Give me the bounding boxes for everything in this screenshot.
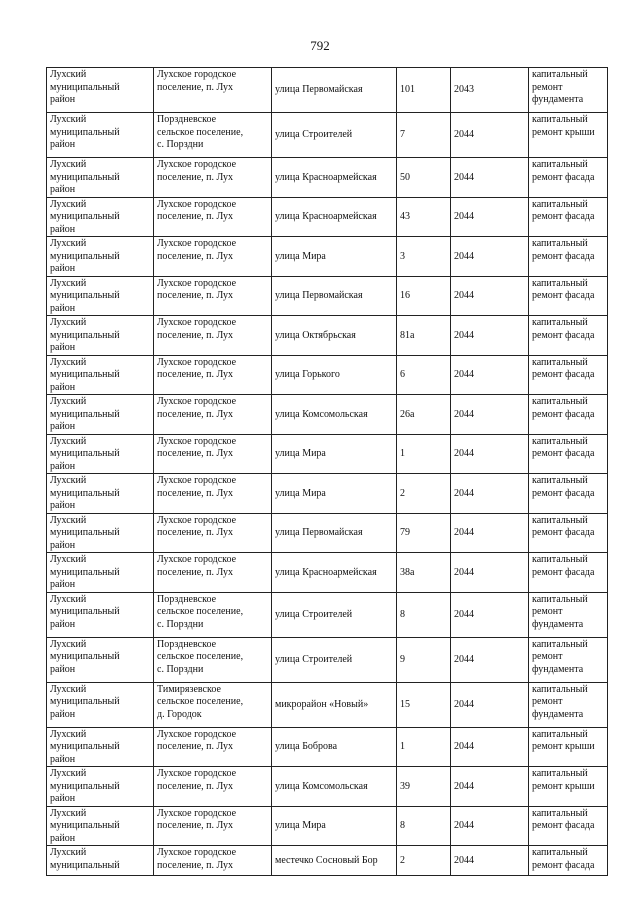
year-cell: 2044 (451, 197, 529, 237)
year-cell: 2044 (451, 113, 529, 158)
district-cell: Лухский муниципальный район (47, 395, 154, 435)
page-number: 792 (310, 38, 330, 53)
district-cell: Лухский муниципальный район (47, 727, 154, 767)
street-cell: улица Горького (272, 355, 397, 395)
settlement-cell: Лухское городское поселение, п. Лух (154, 395, 272, 435)
district-cell: Лухский муниципальный район (47, 276, 154, 316)
house-number-cell: 2 (397, 846, 451, 876)
street-cell: улица Мира (272, 434, 397, 474)
year-cell: 2044 (451, 682, 529, 727)
district-cell: Лухский муниципальный район (47, 767, 154, 807)
district-cell: Лухский муниципальный район (47, 513, 154, 553)
house-number-cell: 79 (397, 513, 451, 553)
year-cell: 2043 (451, 68, 529, 113)
year-cell: 2044 (451, 276, 529, 316)
street-cell: улица Мира (272, 237, 397, 277)
work-type-cell: капитальный ремонт фасада (529, 434, 608, 474)
settlement-cell: Лухское городское поселение, п. Лух (154, 727, 272, 767)
work-type-cell: капитальный ремонт фасада (529, 276, 608, 316)
year-cell: 2044 (451, 637, 529, 682)
street-cell: улица Мира (272, 806, 397, 846)
table-row (47, 276, 608, 316)
district-cell: Лухский муниципальный район (47, 592, 154, 637)
settlement-cell: Лухское городское поселение, п. Лух (154, 434, 272, 474)
settlement-cell: Порздневское сельское поселение, с. Порздни (154, 637, 272, 682)
work-type-cell: капитальный ремонт фасада (529, 513, 608, 553)
settlement-cell: Лухское городское поселение, п. Лух (154, 158, 272, 198)
year-cell: 2044 (451, 237, 529, 277)
district-cell: Лухский муниципальный район (47, 316, 154, 356)
house-number-cell: 8 (397, 806, 451, 846)
year-cell: 2044 (451, 806, 529, 846)
district-cell: Лухский муниципальный район (47, 197, 154, 237)
district-cell: Лухский муниципальный (47, 846, 154, 876)
settlement-cell: Лухское городское поселение, п. Лух (154, 767, 272, 807)
street-cell: улица Строителей (272, 113, 397, 158)
house-number-cell: 101 (397, 68, 451, 113)
table-row (47, 637, 608, 682)
year-cell: 2044 (451, 355, 529, 395)
district-cell: Лухский муниципальный район (47, 682, 154, 727)
work-type-cell: капитальный ремонт фасада (529, 158, 608, 198)
table-row (47, 355, 608, 395)
street-cell: улица Строителей (272, 637, 397, 682)
house-number-cell: 8 (397, 592, 451, 637)
house-number-cell: 16 (397, 276, 451, 316)
district-cell: Лухский муниципальный район (47, 355, 154, 395)
work-type-cell: капитальный ремонт фасада (529, 197, 608, 237)
work-type-cell: капитальный ремонт фасада (529, 395, 608, 435)
table-row (47, 197, 608, 237)
house-number-cell: 1 (397, 434, 451, 474)
settlement-cell: Лухское городское поселение, п. Лух (154, 197, 272, 237)
settlement-cell: Лухское городское поселение, п. Лух (154, 474, 272, 514)
year-cell: 2044 (451, 434, 529, 474)
street-cell: улица Красноармейская (272, 197, 397, 237)
settlement-cell: Лухское городское поселение, п. Лух (154, 806, 272, 846)
table-row (47, 434, 608, 474)
district-cell: Лухский муниципальный район (47, 68, 154, 113)
house-number-cell: 9 (397, 637, 451, 682)
settlement-cell: Лухское городское поселение, п. Лух (154, 513, 272, 553)
work-type-cell: капитальный ремонт фасада (529, 806, 608, 846)
house-number-cell: 7 (397, 113, 451, 158)
year-cell: 2044 (451, 553, 529, 593)
table-row (47, 395, 608, 435)
settlement-cell: Тимирязевское сельское поселение, д. Городок (154, 682, 272, 727)
year-cell: 2044 (451, 846, 529, 876)
district-cell: Лухский муниципальный район (47, 237, 154, 277)
year-cell: 2044 (451, 592, 529, 637)
street-cell: местечко Сосновый Бор (272, 846, 397, 876)
year-cell: 2044 (451, 474, 529, 514)
table-row (47, 113, 608, 158)
table-row (47, 158, 608, 198)
house-number-cell: 6 (397, 355, 451, 395)
district-cell: Лухский муниципальный район (47, 637, 154, 682)
district-cell: Лухский муниципальный район (47, 806, 154, 846)
street-cell: микрорайон «Новый» (272, 682, 397, 727)
work-type-cell: капитальный ремонт фасада (529, 355, 608, 395)
house-number-cell: 26а (397, 395, 451, 435)
year-cell: 2044 (451, 513, 529, 553)
work-type-cell: капитальный ремонт фундамента (529, 637, 608, 682)
house-number-cell: 43 (397, 197, 451, 237)
work-type-cell: капитальный ремонт крыши (529, 767, 608, 807)
table-row (47, 682, 608, 727)
street-cell: улица Строителей (272, 592, 397, 637)
house-number-cell: 81а (397, 316, 451, 356)
table-row (47, 316, 608, 356)
settlement-cell: Лухское городское поселение, п. Лух (154, 316, 272, 356)
year-cell: 2044 (451, 158, 529, 198)
table-row (47, 767, 608, 807)
table-row (47, 846, 608, 876)
year-cell: 2044 (451, 767, 529, 807)
house-number-cell: 2 (397, 474, 451, 514)
table-row (47, 237, 608, 277)
work-type-cell: капитальный ремонт фасада (529, 553, 608, 593)
settlement-cell: Лухское городское поселение, п. Лух (154, 553, 272, 593)
year-cell: 2044 (451, 395, 529, 435)
work-type-cell: капитальный ремонт крыши (529, 727, 608, 767)
work-type-cell: капитальный ремонт фундамента (529, 682, 608, 727)
work-type-cell: капитальный ремонт фундамента (529, 592, 608, 637)
table-row (47, 474, 608, 514)
table-row (47, 553, 608, 593)
work-type-cell: капитальный ремонт фасада (529, 846, 608, 876)
settlement-cell: Лухское городское поселение, п. Лух (154, 276, 272, 316)
street-cell: улица Боброва (272, 727, 397, 767)
district-cell: Лухский муниципальный район (47, 434, 154, 474)
street-cell: улица Мира (272, 474, 397, 514)
district-cell: Лухский муниципальный район (47, 474, 154, 514)
street-cell: улица Первомайская (272, 276, 397, 316)
settlement-cell: Порздневское сельское поселение, с. Порздни (154, 592, 272, 637)
work-type-cell: капитальный ремонт фасада (529, 237, 608, 277)
work-type-cell: капитальный ремонт фасада (529, 316, 608, 356)
house-number-cell: 1 (397, 727, 451, 767)
settlement-cell: Лухское городское поселение, п. Лух (154, 68, 272, 113)
district-cell: Лухский муниципальный район (47, 553, 154, 593)
year-cell: 2044 (451, 316, 529, 356)
street-cell: улица Красноармейская (272, 158, 397, 198)
settlement-cell: Лухское городское поселение, п. Лух (154, 237, 272, 277)
work-type-cell: капитальный ремонт фундамента (529, 68, 608, 113)
street-cell: улица Комсомольская (272, 767, 397, 807)
street-cell: улица Красноармейская (272, 553, 397, 593)
district-cell: Лухский муниципальный район (47, 113, 154, 158)
street-cell: улица Первомайская (272, 68, 397, 113)
work-type-cell: капитальный ремонт фасада (529, 474, 608, 514)
settlement-cell: Порздневское сельское поселение, с. Порздни (154, 113, 272, 158)
house-number-cell: 15 (397, 682, 451, 727)
repair-schedule-table (46, 67, 608, 876)
district-cell: Лухский муниципальный район (47, 158, 154, 198)
table-row (47, 592, 608, 637)
work-type-cell: капитальный ремонт крыши (529, 113, 608, 158)
house-number-cell: 50 (397, 158, 451, 198)
house-number-cell: 38а (397, 553, 451, 593)
year-cell: 2044 (451, 727, 529, 767)
table-row (47, 727, 608, 767)
settlement-cell: Лухское городское поселение, п. Лух (154, 846, 272, 876)
table-row (47, 513, 608, 553)
table-body (47, 68, 608, 876)
street-cell: улица Первомайская (272, 513, 397, 553)
house-number-cell: 39 (397, 767, 451, 807)
table-row (47, 806, 608, 846)
street-cell: улица Октябрьская (272, 316, 397, 356)
settlement-cell: Лухское городское поселение, п. Лух (154, 355, 272, 395)
street-cell: улица Комсомольская (272, 395, 397, 435)
house-number-cell: 3 (397, 237, 451, 277)
table-row (47, 68, 608, 113)
